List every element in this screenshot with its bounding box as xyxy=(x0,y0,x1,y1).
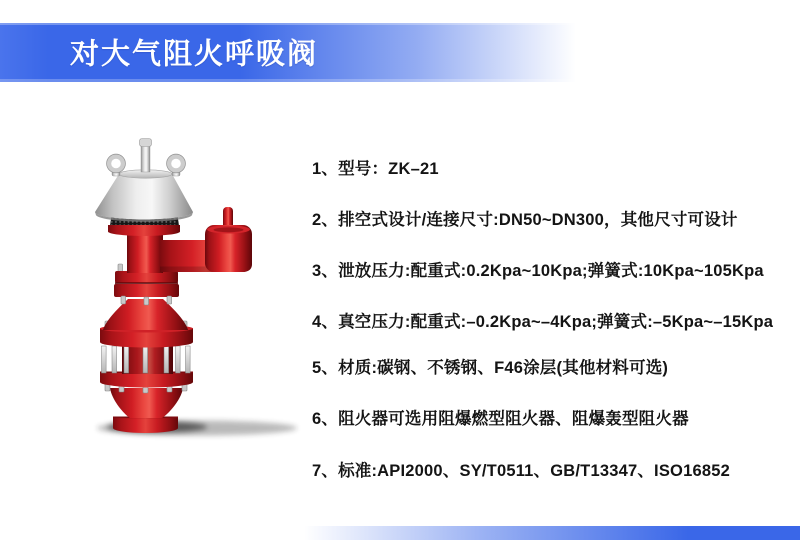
spec-item-materials: 5、材质:碳钢、不锈钢、F46涂层(其他材料可选) xyxy=(312,359,669,377)
spec-item-standards: 7、标准:API2000、SY/T0511、GB/T13347、ISO16852 xyxy=(312,462,730,480)
spec-item-sizes: 2、排空式设计/连接尺寸:DN50~DN300，其他尺寸可设计 xyxy=(312,211,738,229)
spec-item-arrester-types: 6、阻火器可选用阻爆燃型阻火器、阻爆轰型阻火器 xyxy=(312,410,689,428)
page-title: 对大气阻火呼吸阀 xyxy=(70,37,319,70)
bottom-accent-bar xyxy=(0,526,800,540)
spec-item-model: 1、型号：ZK–21 xyxy=(312,160,439,178)
spec-item-relief-pressure: 3、泄放压力:配重式:0.2Kpa~10Kpa;弹簧式:10Kpa~105Kpa xyxy=(312,262,764,280)
spec-item-vacuum-pressure: 4、真空压力:配重式:–0.2Kpa~–4Kpa;弹簧式:–5Kpa~–15Kpa xyxy=(312,313,774,331)
